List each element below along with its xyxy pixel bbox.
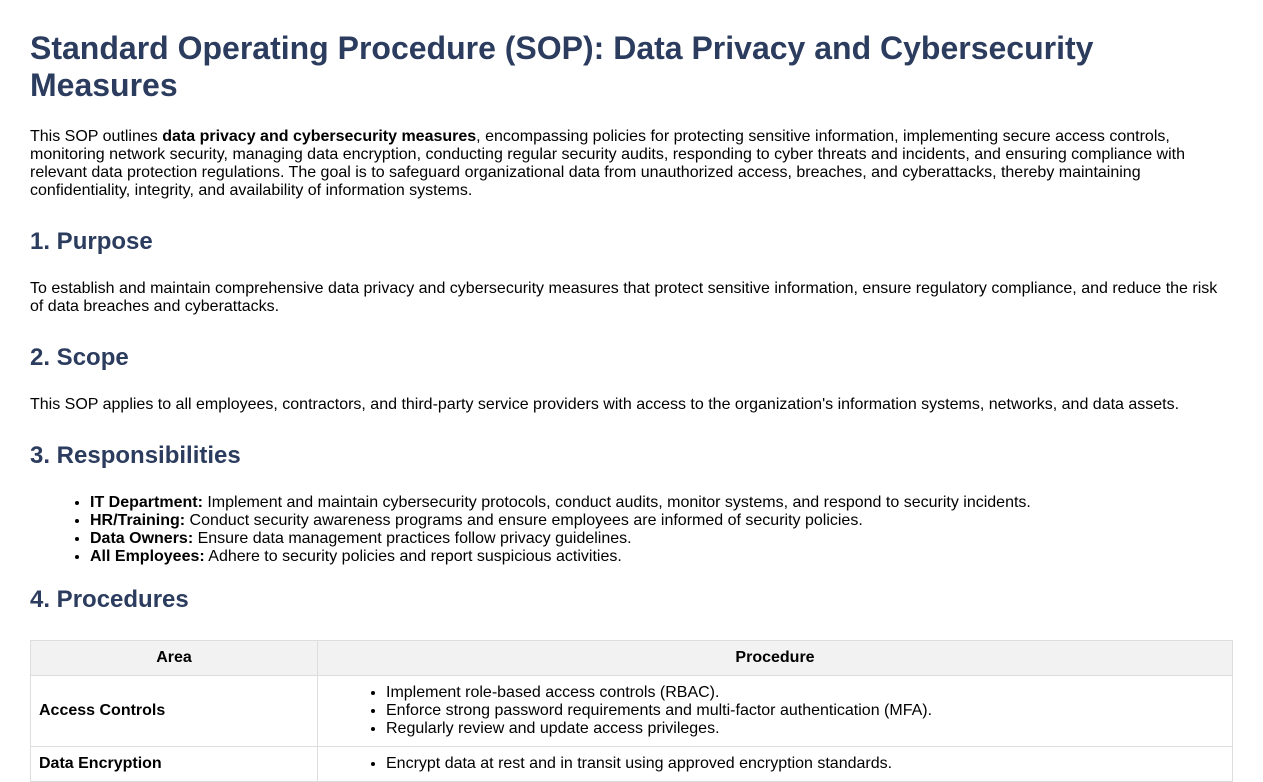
role-text: Ensure data management practices follow privacy guidelines. <box>193 530 632 547</box>
column-header-procedure: Procedure <box>318 641 1233 676</box>
list-item <box>90 548 1233 566</box>
role-text: Conduct security awareness programs and ensure employees are informed of security policies. <box>185 512 863 529</box>
procedure-list <box>326 755 1224 773</box>
procedure-cell <box>318 676 1233 747</box>
page-title: Standard Operating Procedure (SOP): Data Privacy and Cybersecurity Measures <box>30 30 1094 103</box>
area-cell: Data Encryption <box>31 747 318 782</box>
table-row <box>31 676 1233 747</box>
purpose-text: To establish and maintain comprehensive data privacy and cybersecurity measures that protect sensitive information, ensure regulatory compliance, and reduce the risk of data breaches and cyberattacks. <box>30 280 1218 315</box>
intro-bold: data privacy and cybersecurity measures <box>162 128 477 145</box>
area-cell: Access Controls <box>31 676 318 747</box>
list-item: • Enforce strong password requirements and multi-factor authentication (MFA). <box>386 702 1224 720</box>
responsibilities-list <box>30 494 1233 566</box>
intro-suffix: , encompassing policies for protecting sensitive information, implementing secure access controls, monitoring network security, managing data encryption, conducting regular security audits, responding to cyber threats and incidents, and ensuring compliance with relevant data protection regulations. The goal is to safeguard organizational data from unauthorized access, breaches, and cyberattacks, thereby maintaining confidentiality, integrity, and availability of information systems. <box>30 128 1186 199</box>
column-header-area: Area <box>31 641 318 676</box>
procedure-list <box>326 684 1224 738</box>
scope-heading: 2. Scope <box>30 344 129 371</box>
table-row <box>31 747 1233 782</box>
scope-text: This SOP applies to all employees, contractors, and third-party service providers with access to the organization's information systems, networks, and data assets. <box>30 396 1180 413</box>
list-item: • Implement role-based access controls (RBAC). <box>386 684 1224 702</box>
role-label: IT Department: <box>90 494 203 511</box>
list-item <box>90 494 1233 512</box>
procedures-table <box>30 640 1233 782</box>
role-label: HR/Training: <box>90 512 186 529</box>
list-item: • Regularly review and update access privileges. <box>386 720 1224 738</box>
responsibilities-heading: 3. Responsibilities <box>30 442 241 469</box>
role-label: All Employees: <box>90 548 205 565</box>
procedure-cell <box>318 747 1233 782</box>
table-header-row <box>31 641 1233 676</box>
role-text: Implement and maintain cybersecurity protocols, conduct audits, monitor systems, and respond to security incidents. <box>202 494 1031 511</box>
role-text: Adhere to security policies and report suspicious activities. <box>204 548 622 565</box>
list-item <box>90 512 1233 530</box>
procedures-heading: 4. Procedures <box>30 586 189 613</box>
role-label: Data Owners: <box>90 530 194 547</box>
list-item: • Encrypt data at rest and in transit using approved encryption standards. <box>386 755 1224 773</box>
intro-paragraph <box>30 128 1233 200</box>
intro-prefix: This SOP outlines <box>30 128 163 145</box>
purpose-heading: 1. Purpose <box>30 228 153 255</box>
list-item <box>90 530 1233 548</box>
